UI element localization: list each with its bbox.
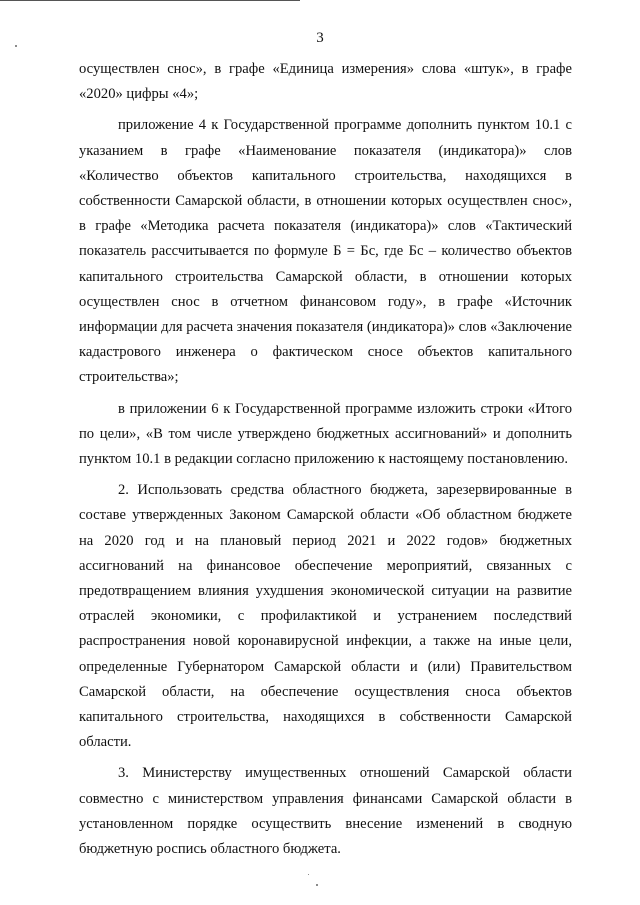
paragraph-continuation: осуществлен снос», в графе «Единица измерения» слова «штук», в графе «2020» цифры «4»; — [79, 61, 572, 103]
paragraph-appendix-6: в приложении 6 к Государственной программе изложить строки «Итого по цели», «В том числе утверждено бюджетных ассигнований» и дополнить пунктом 10.1 в редакции согласно приложению к настоящему постановлению. — [79, 400, 572, 468]
document-body — [79, 57, 572, 862]
page-number: 3 — [316, 30, 324, 46]
paragraph-item-3: 3. Министерству имущественных отношений Самарской области совместно с министерством управления финансами Самарской области в установленном порядке осуществить внесение изменений в сводную бюджетную роспись областного бюджета. — [79, 765, 572, 858]
paragraph-appendix-4: приложение 4 к Государственной программе дополнить пунктом 10.1 с указанием в графе «Наименование показателя (индикатора)» слов «Количество объектов капитального строительства, находящихся в собственности Самарской области, в отношении которых осуществлен снос», в графе «Методика расчета показателя (индикатора)» слов «Тактический показатель рассчитывается по формуле Б = Бс, где Бс – количество объектов капитального строительства Самарской области, в отношении которых осуществлен снос в отчетном финансовом году», в графе «Источник информации для расчета значения показателя (индикатора)» слов «Заключение кадастрового инженера о фактическом сносе объектов капитального строительства»; — [79, 117, 572, 386]
scan-speck — [308, 874, 309, 875]
scan-edge-line — [0, 0, 300, 1]
scan-speck — [316, 884, 318, 886]
paragraph-item-2: 2. Использовать средства областного бюджета, зарезервированные в составе утвержденных Законом Самарской области «Об областном бюджете на 2020 год и на плановый период 2021 и 2022 годов» бюджетных ассигнований на финансовое обеспечение мероприятий, связанных с предотвращением влияния ухудшения экономической ситуации на развитие отраслей экономики, с профилактикой и устранением последствий распространения новой коронавирусной инфекции, а также на иные цели, определенные Губернатором Самарской области и (или) Правительством Самарской области, на обеспечение осуществления сноса объектов капитального строительства, находящихся в собственности Самарской области. — [79, 482, 572, 751]
